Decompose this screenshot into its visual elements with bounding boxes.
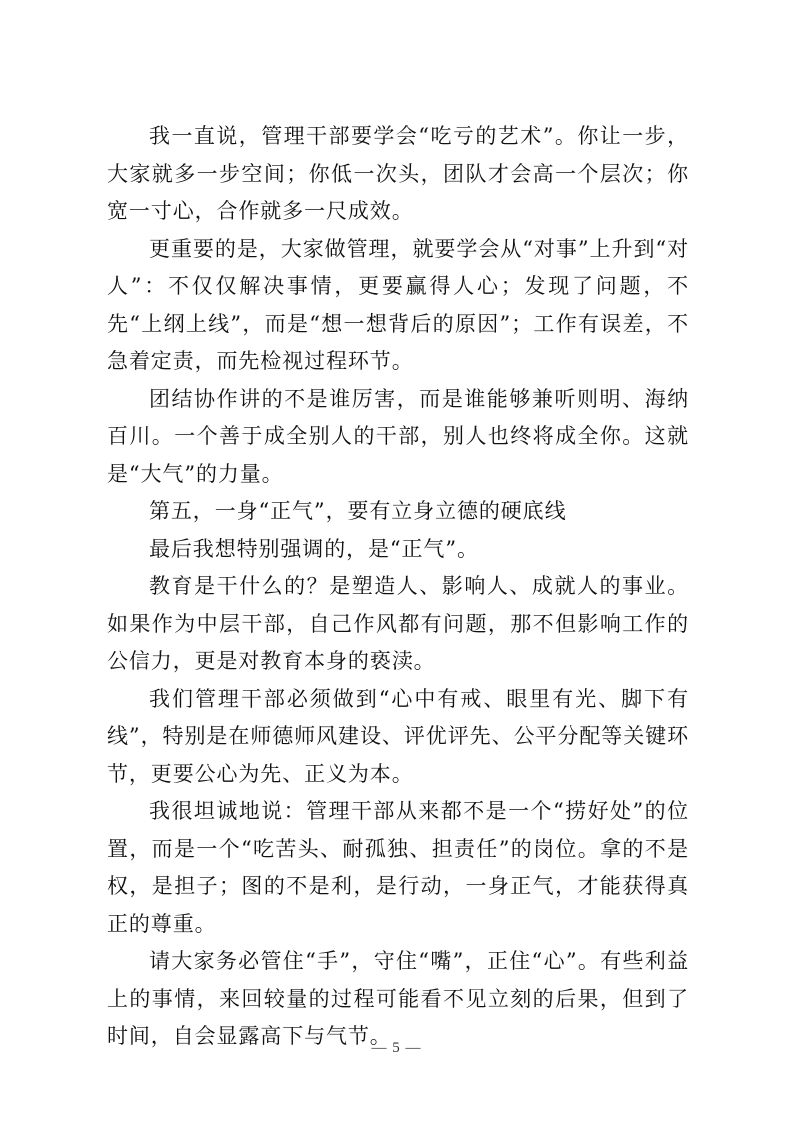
page-number: — 5 — [371, 1040, 422, 1056]
paragraph: 更重要的是，大家做管理，就要学会从“对事”上升到“对人”：不仅仅解决事情，更要赢得人心；发现了问题，不先“上纲上线”，而是“想一想背后的原因”；工作有误差，不急着定责，而先检视过程环节。 [107, 236, 689, 373]
paragraph: 最后我想特别强调的，是“正气”。 [149, 536, 479, 561]
paragraph: 我一直说，管理干部要学会“吃亏的艺术”。你让一步，大家就多一步空间；你低一次头，团队才会高一个层次；你宽一寸心，合作就多一尺成效。 [107, 124, 689, 223]
paragraph: 我很坦诚地说：管理干部从来都不是一个“捞好处”的位置，而是一个“吃苦头、耐孤独、担责任”的岗位。拿的不是权，是担子；图的不是利，是行动，一身正气，才能获得真正的尊重。 [107, 799, 689, 936]
paragraph: 我们管理干部必须做到“心中有戒、眼里有光、脚下有线”，特别是在师德师风建设、评优评先、公平分配等关键环节，更要公心为先、正义为本。 [107, 686, 689, 786]
paragraph: 教育是干什么的？是塑造人、影响人、成就人的事业。如果作为中层干部，自己作风都有问题，那不但影响工作的公信力，更是对教育本身的亵渎。 [107, 574, 689, 673]
body-text [107, 118, 689, 1056]
paragraph: 团结协作讲的不是谁厉害，而是谁能够兼听则明、海纳百川。一个善于成全别人的干部，别人也终将成全你。这就是“大气”的力量。 [107, 386, 689, 486]
section-heading: 第五，一身“正气”，要有立身立德的硬底线 [149, 499, 567, 523]
paragraph: 请大家务必管住“手”，守住“嘴”，正住“心”。有些利益上的事情，来回较量的过程可能看不见立刻的后果，但到了时间，自会显露高下与气节。 [107, 949, 689, 1048]
